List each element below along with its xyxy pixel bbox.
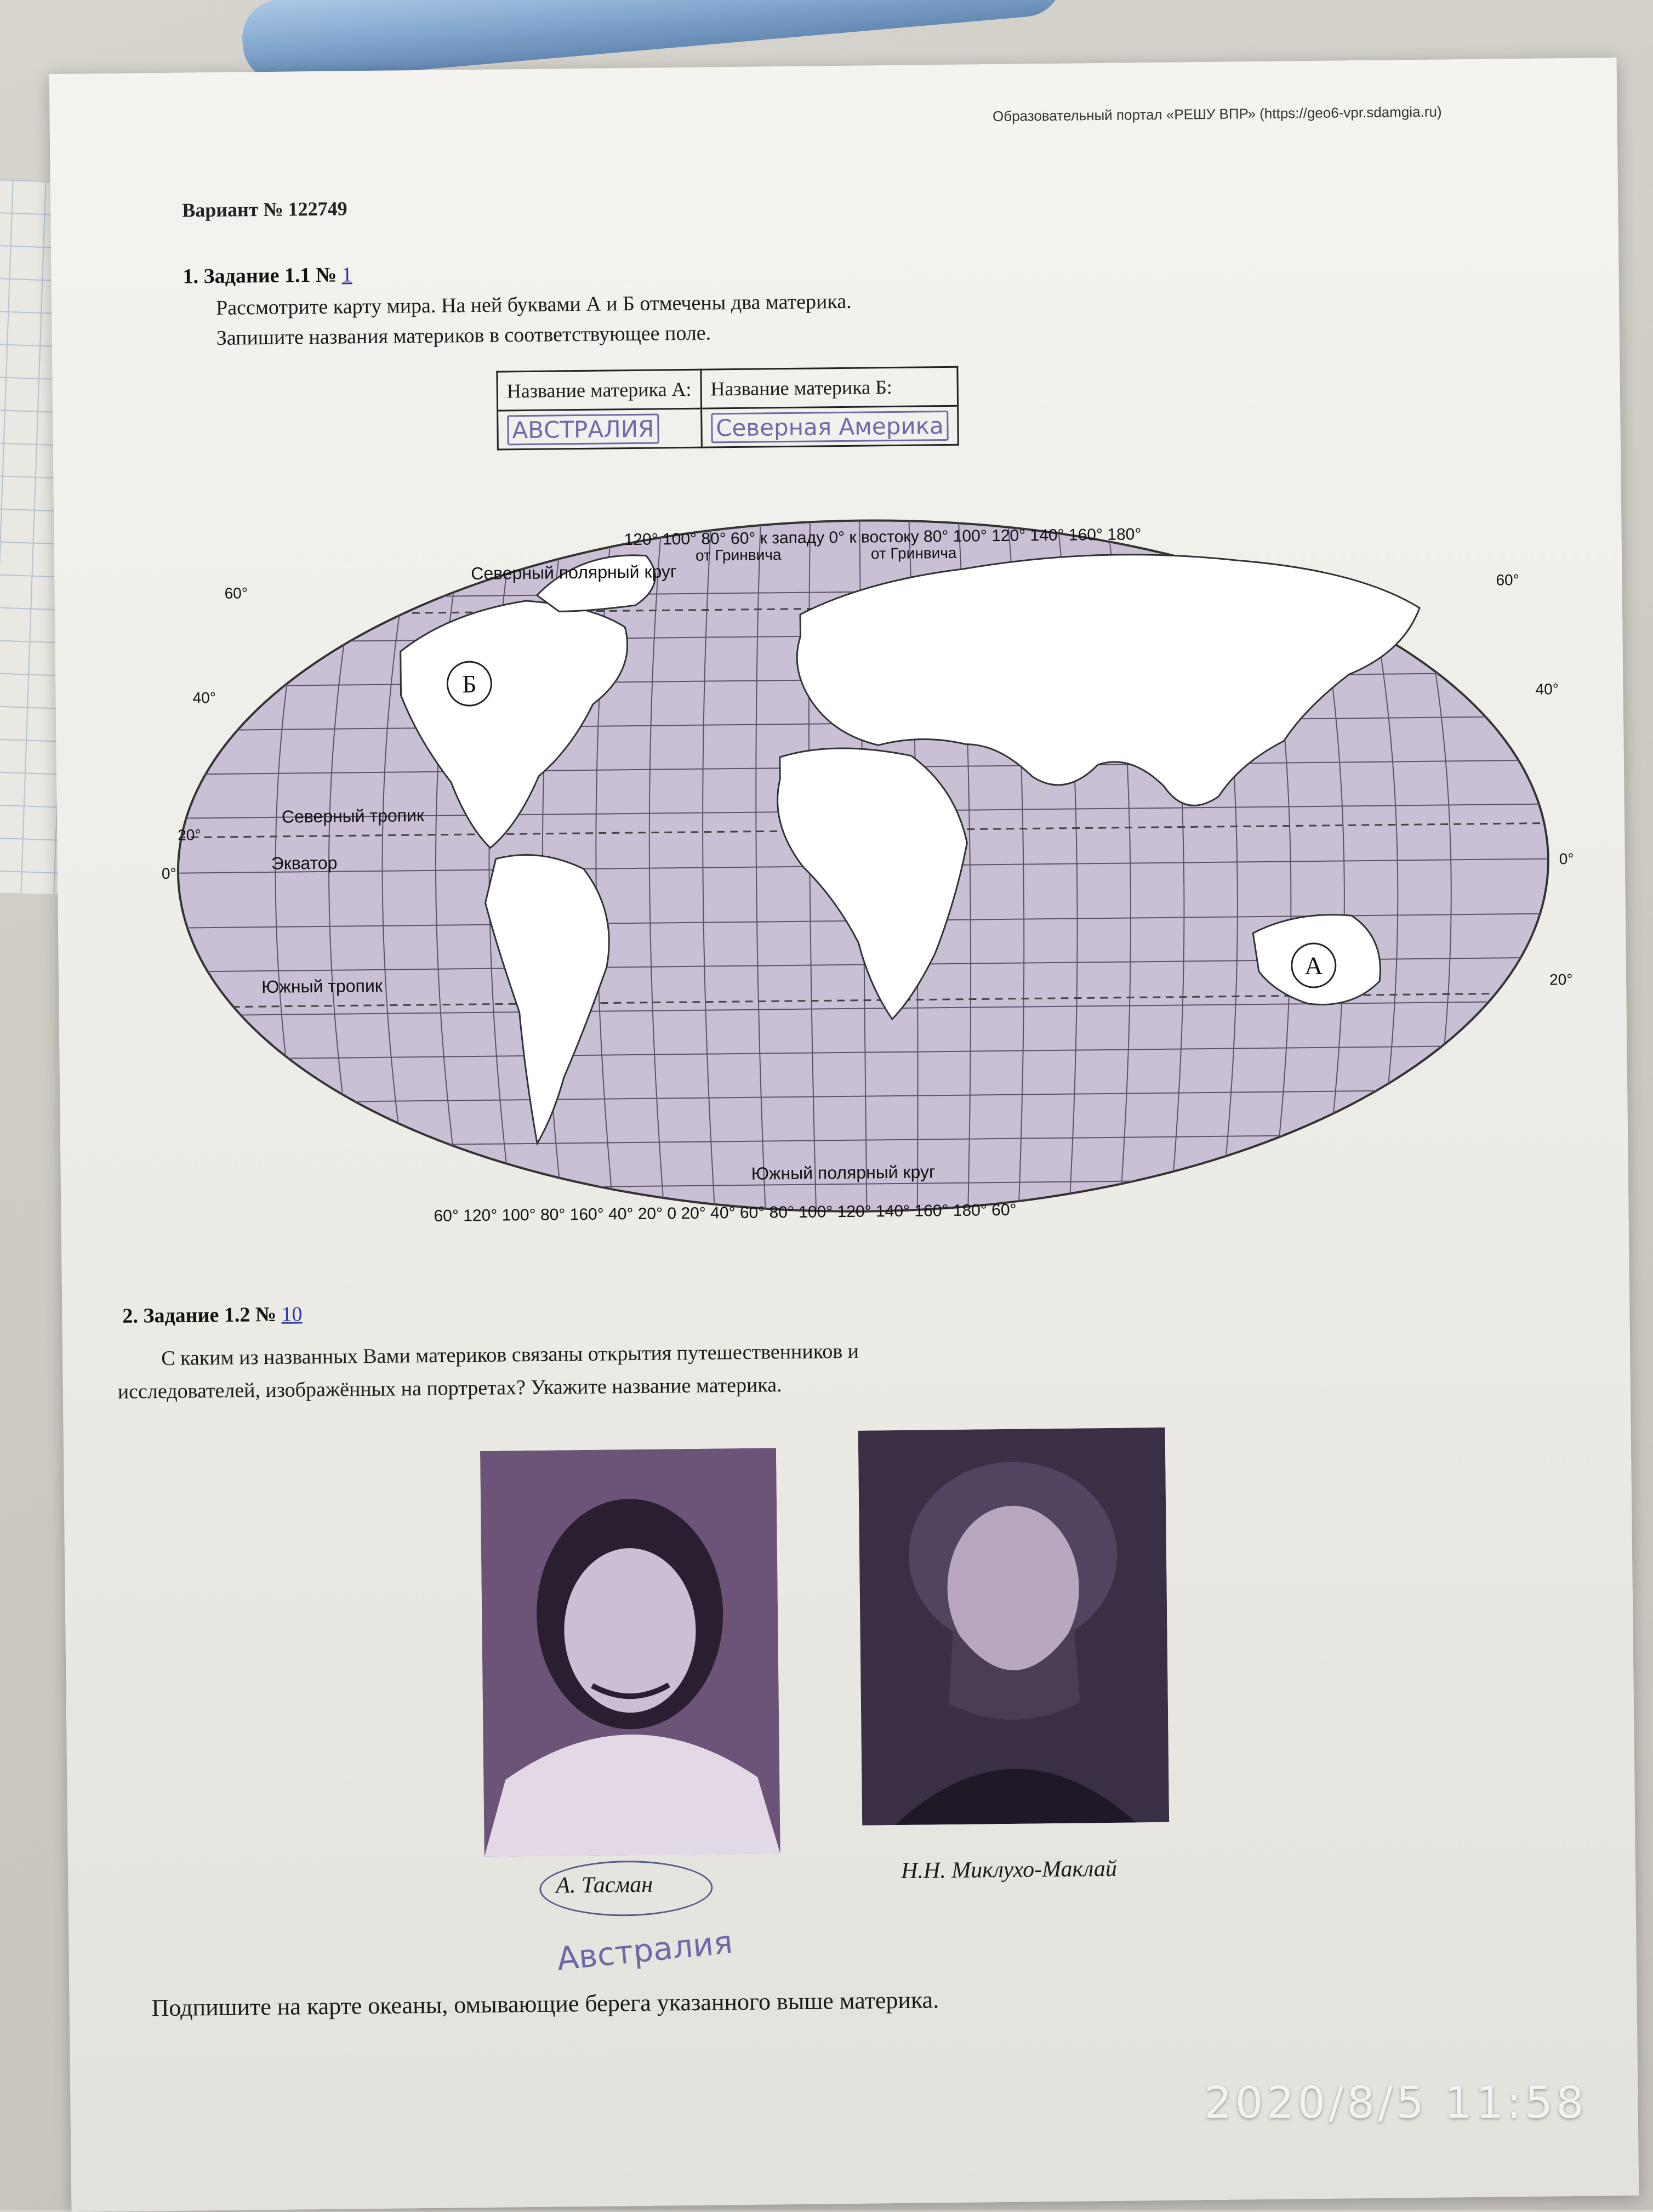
answer-table [496,366,959,451]
task1-line1: Рассмотрите карту мира. На ней буквами А и Б отмечены два материка. [215,289,852,320]
task2-line1: С каким из названных Вами материков связаны открытия путешественников и [161,1339,859,1371]
task1-title [183,263,352,288]
answer-header-b: Название материка Б: [701,367,958,408]
task2-final-instruction: Подпишите на карте океаны, омывающие берега указанного выше материка. [151,1986,939,2022]
answer-header-a: Название материка А: [497,369,701,411]
portrait-miklukho-maklai [858,1428,1170,1826]
lat-0-left: 0° [161,865,176,883]
task1-line2: Запишите названия материков в соответствующее поле. [216,321,711,350]
task2-line2: исследователей, изображённых на портретах? Укажите название материка. [117,1373,782,1403]
north-tropic-label: Северный тропик [281,805,425,827]
lat-20-left: 20° [178,826,201,844]
marker-b-label: Б [461,669,477,698]
task2-title [122,1302,303,1328]
lat-20-right: 20° [1549,971,1573,988]
equator-label: Экватор [271,852,338,873]
marker-a-group [1291,943,1336,988]
portrait-tasman [480,1448,780,1857]
task1-title-prefix: 1. Задание 1.1 № [183,263,337,288]
variant-title: Вариант № 122749 [182,197,347,221]
map-top-west-label: от Гринвича [695,546,782,564]
marker-b-group [447,662,492,706]
lat-60-right: 60° [1496,571,1519,589]
map-top-east-label: от Гринвича [870,544,957,562]
task1-number-link[interactable]: 1 [341,263,352,287]
handwritten-answer: Австралия [555,1923,734,1978]
task2-number-link[interactable]: 10 [281,1303,303,1326]
caption-tasman-circle [539,1860,713,1917]
lat-40-left: 40° [192,689,216,707]
lat-0-right: 0° [1559,850,1574,868]
marker-a-label: А [1304,951,1323,980]
map-top-scale: 120° 100° 80° 60° к западу 0° к востоку 80° 100° 120° 140° 160° 180° [624,525,1142,549]
answer-cell-a[interactable] [498,408,702,450]
lat-60-left: 60° [224,584,248,602]
photo-timestamp: 2020/8/5 11:58 [1204,2077,1587,2128]
answer-a-handwritten: АВСТРАЛИЯ [507,413,659,445]
task2-title-prefix: 2. Задание 1.2 № [122,1303,277,1328]
answer-b-handwritten: Северная Америка [711,410,949,443]
answer-cell-b[interactable] [701,406,958,447]
antarctic-circle-label: Южный полярный круг [751,1162,936,1184]
lat-40-right: 40° [1535,680,1559,698]
world-map [141,508,1586,1290]
south-tropic-label: Южный тропик [261,975,383,997]
portal-header: Образовательный портал «РЕШУ ВПР» (https://geo6-vpr.sdamgia.ru) [992,103,1442,125]
caption-tasman-text: А. Тасман [556,1872,653,1898]
map-bottom-scale: 60° 120° 100° 80° 160° 40° 20° 0 20° 40° 60° 80° 100° 120° 140° 160° 180° 60° [434,1201,1017,1225]
arctic-circle-label: Северный полярный круг [471,561,677,584]
caption-miklukho-maklai: Н.Н. Миклухо-Маклай [900,1856,1118,1884]
worksheet [49,58,1639,2212]
